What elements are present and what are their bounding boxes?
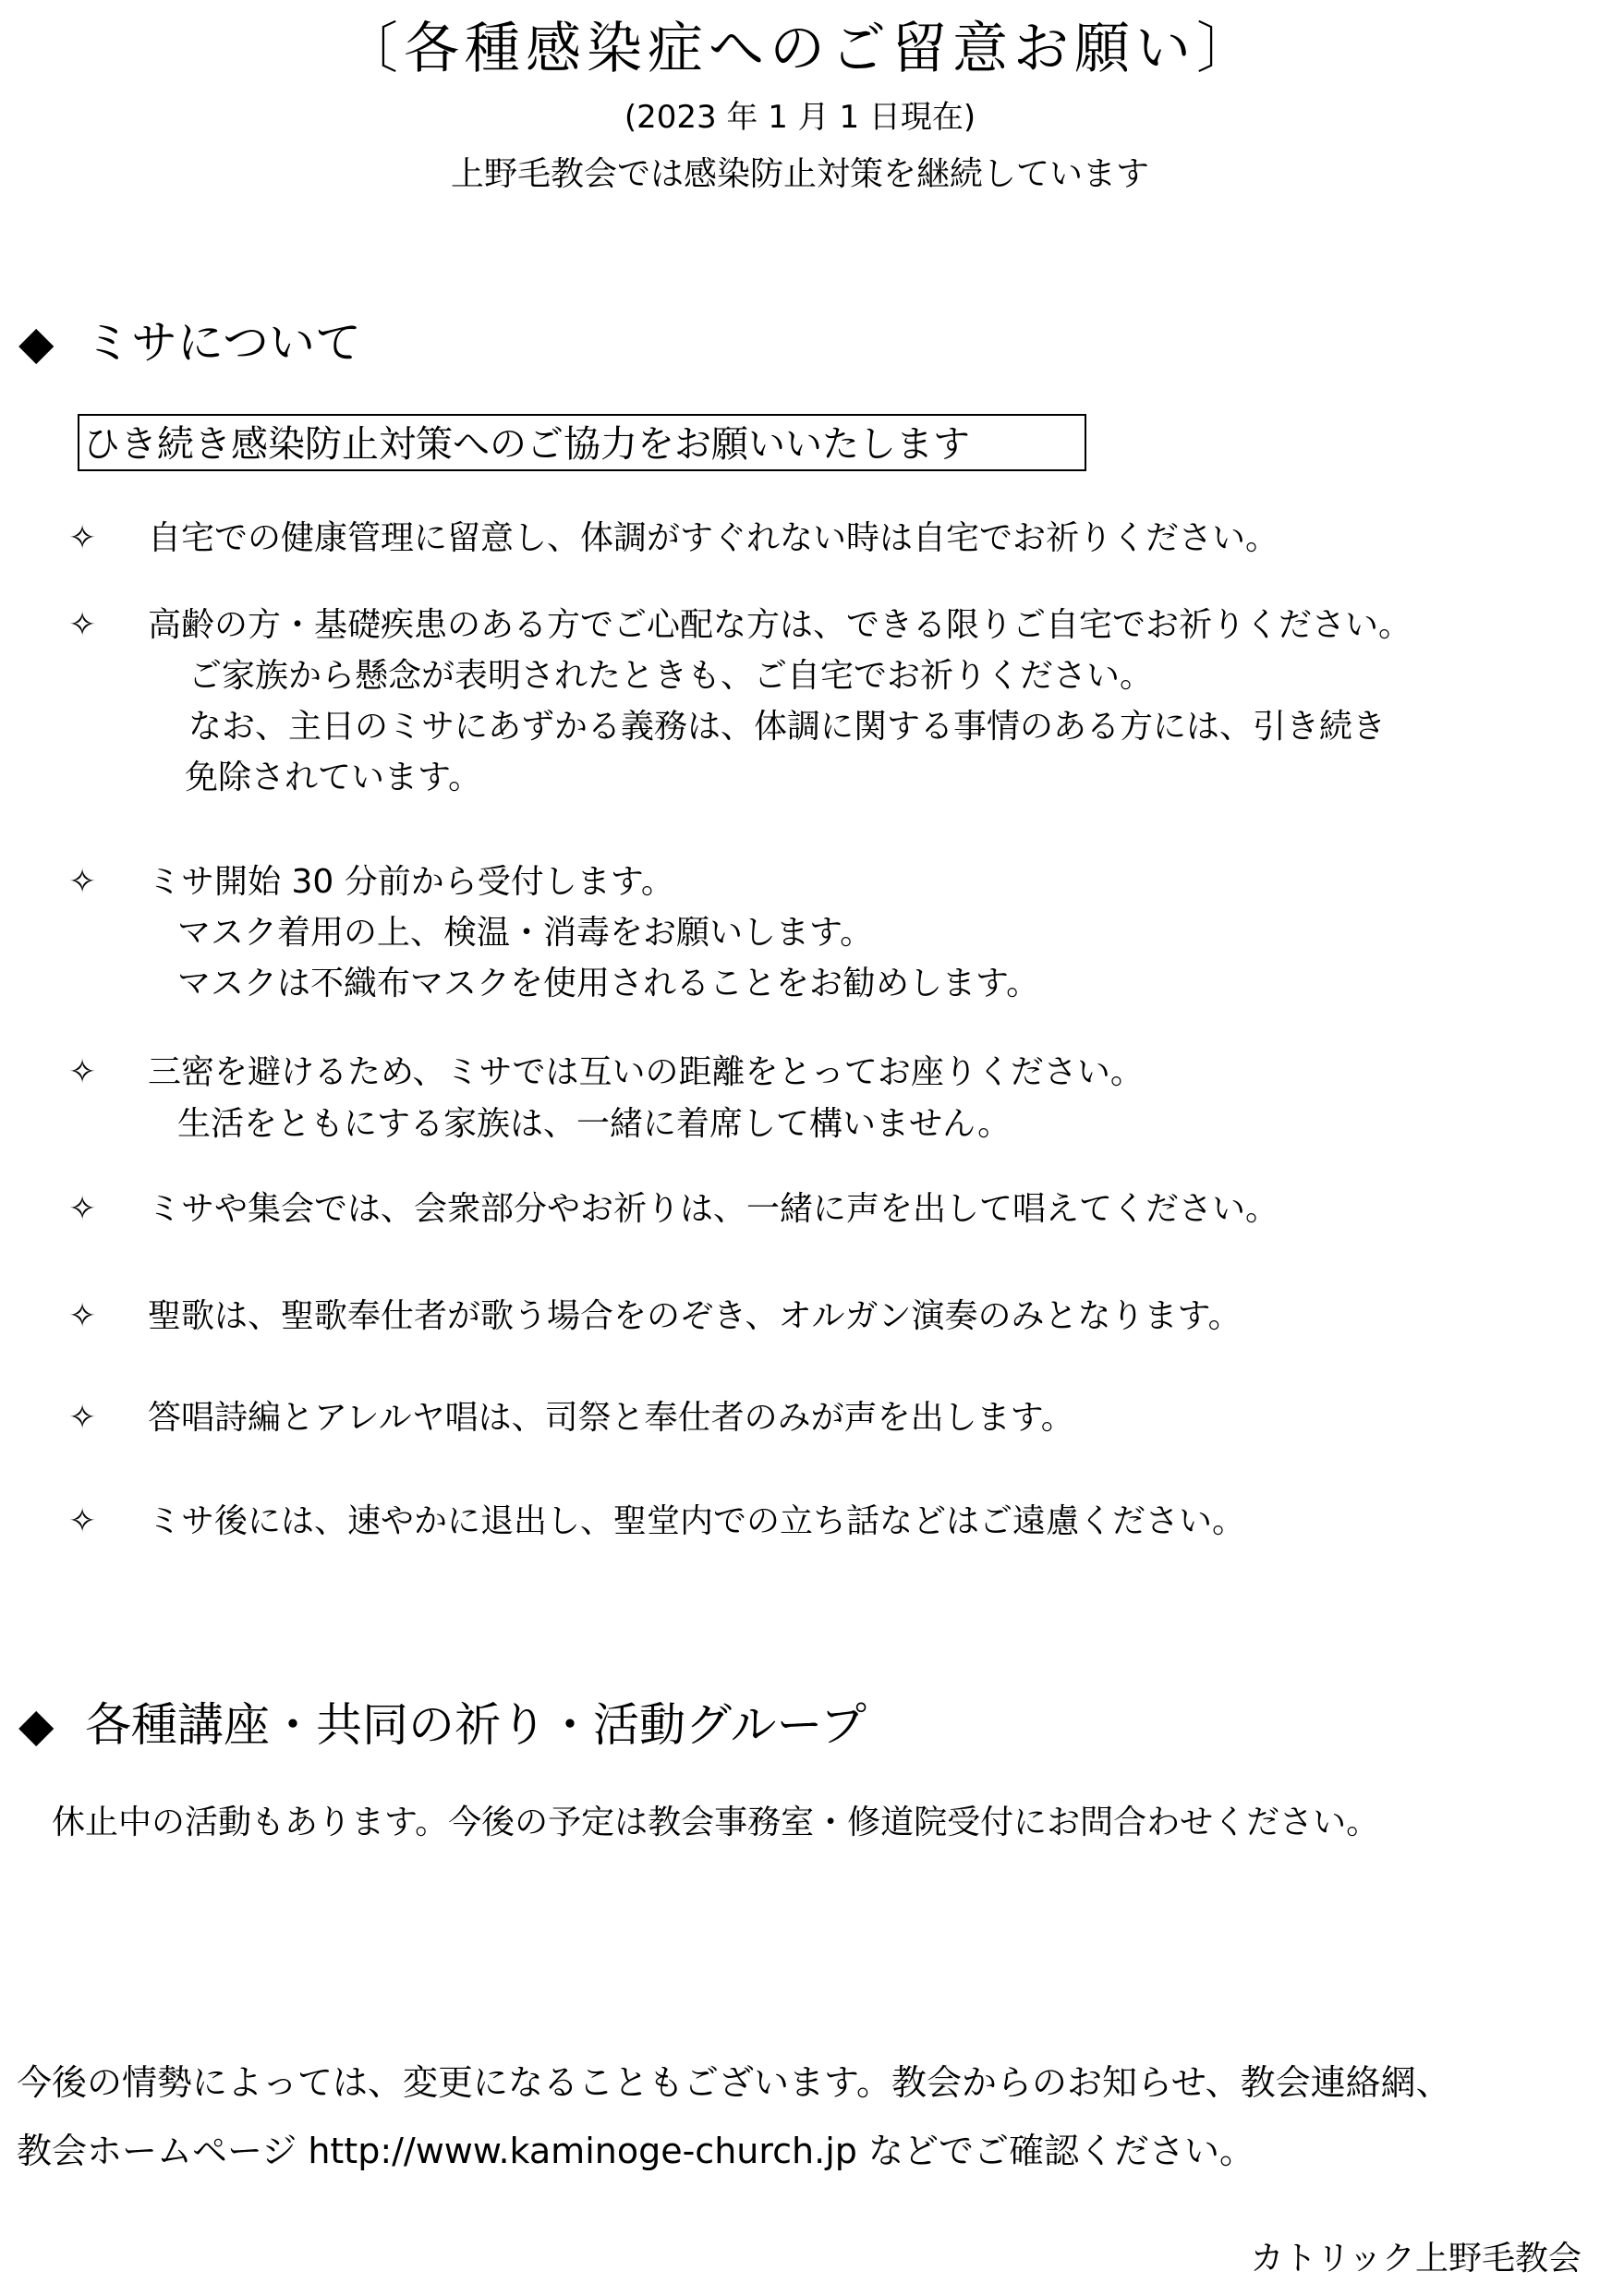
list-item-continuation: マスクは不織布マスクを使用されることをお勧めします。 xyxy=(177,965,1040,1002)
sparkle-bullet-icon: ✧ xyxy=(68,1502,97,1540)
section-heading-activities xyxy=(18,1695,867,1755)
sparkle-bullet-icon: ✧ xyxy=(68,1053,97,1091)
list-item-text: 高齢の方・基礎疾患のある方でご心配な方は、できる限りご自宅でお祈りください。 xyxy=(148,606,1412,644)
page-subtitle: 上野毛教会では感染防止対策を継続しています xyxy=(450,155,1149,193)
list-item-text: ミサ開始 30 分前から受付します。 xyxy=(148,863,674,901)
sparkle-bullet-icon: ✧ xyxy=(68,1399,97,1437)
sparkle-bullet-icon: ✧ xyxy=(68,1190,97,1228)
list-item-text: 聖歌は、聖歌奉仕者が歌う場合をのぞき、オルガン演奏のみとなります。 xyxy=(148,1297,1242,1335)
list-item-continuation: なお、主日のミサにあずかる義務は、体調に関する事情のある方には、引き続き xyxy=(188,708,1387,746)
list-item-text: 答唱詩編とアレルヤ唱は、司祭と奉仕者のみが声を出します。 xyxy=(148,1399,1074,1437)
diamond-bullet-icon: ◆ xyxy=(18,1698,55,1752)
list-item-text: 三密を避けるため、ミサでは互いの距離をとってお座りください。 xyxy=(148,1053,1144,1091)
list-item xyxy=(68,1294,1242,1340)
list-item-continuation: 免除されています。 xyxy=(185,759,482,796)
signature: カトリック上野毛教会 xyxy=(1250,2240,1582,2278)
list-item xyxy=(68,1050,1144,1096)
section-heading-text: ミサについて xyxy=(85,316,361,370)
section-heading-text: 各種講座・共同の祈り・活動グループ xyxy=(85,1698,867,1752)
list-item xyxy=(68,516,1279,562)
sparkle-bullet-icon: ✧ xyxy=(68,1297,97,1335)
as-of-date: (2023 年 1 月 1 日現在) xyxy=(624,99,976,136)
list-item xyxy=(68,1186,1279,1233)
sparkle-bullet-icon: ✧ xyxy=(68,863,97,901)
diamond-bullet-icon: ◆ xyxy=(18,316,55,370)
list-item-continuation: マスク着用の上、検温・消毒をお願いします。 xyxy=(177,914,874,952)
list-item-text: 自宅での健康管理に留意し、体調がすぐれない時は自宅でお祈りください。 xyxy=(148,519,1279,557)
list-item xyxy=(68,602,1412,649)
boxed-notice: ひき続き感染防止対策へのご協力をお願いいたします xyxy=(78,414,1086,471)
list-item-text: ミサ後には、速やかに退出し、聖堂内での立ち話などはご遠慮ください。 xyxy=(148,1502,1246,1540)
list-item xyxy=(68,1499,1245,1545)
activities-note: 休止中の活動もあります。今後の予定は教会事務室・修道院受付にお問合わせください。 xyxy=(52,1804,1380,1841)
list-item xyxy=(68,859,674,905)
page-title: 〔各種感染症へのご留意お願い〕 xyxy=(343,17,1257,81)
footer-line-2: 教会ホームページ http://www.kaminoge-church.jp などでご確認ください。 xyxy=(17,2131,1255,2171)
list-item-continuation: 生活をともにする家族は、一緒に着席して構いません。 xyxy=(177,1105,1012,1143)
section-heading-mass xyxy=(18,312,361,373)
list-item-continuation: ご家族から懸念が表明されたときも、ご自宅でお祈りください。 xyxy=(188,657,1154,695)
footer-line-1: 今後の情勢によっては、変更になることもございます。教会からのお知らせ、教会連絡網、 xyxy=(17,2062,1451,2103)
sparkle-bullet-icon: ✧ xyxy=(68,606,97,644)
list-item-text: ミサや集会では、会衆部分やお祈りは、一緒に声を出して唱えてください。 xyxy=(148,1190,1279,1228)
list-item xyxy=(68,1395,1074,1441)
sparkle-bullet-icon: ✧ xyxy=(68,519,97,557)
